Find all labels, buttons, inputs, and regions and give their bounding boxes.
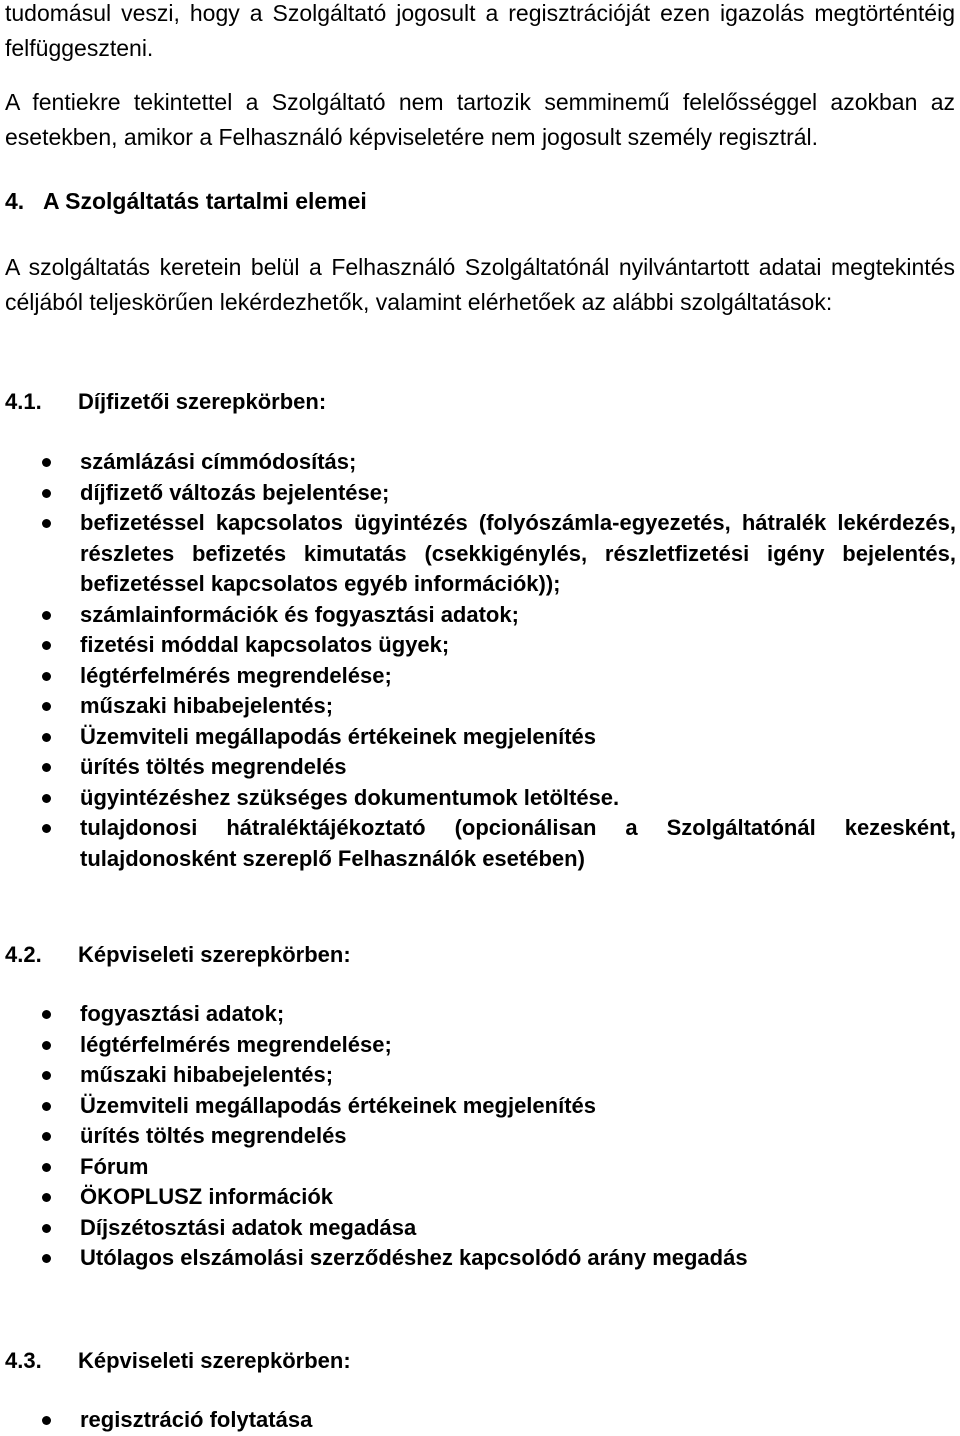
bullet-icon	[42, 1010, 51, 1019]
subsection-4-2-list	[0, 999, 960, 1274]
list-item: Üzemviteli megállapodás értékeinek megjelenítés	[0, 722, 960, 753]
list-item: regisztráció folytatása	[0, 1405, 960, 1436]
bullet-icon	[42, 1071, 51, 1080]
subsection-4-2-heading	[5, 940, 351, 970]
bullet-icon	[42, 1102, 51, 1111]
bullet-icon	[42, 794, 51, 803]
list-item: díjfizető változás bejelentése;	[0, 478, 960, 509]
subsection-title: Díjfizetői szerepkörben:	[78, 389, 327, 414]
subsection-title: Képviseleti szerepkörben:	[78, 1348, 351, 1373]
list-item: számlázási címmódosítás;	[0, 447, 960, 478]
list-item: műszaki hibabejelentés;	[0, 691, 960, 722]
list-item: Utólagos elszámolási szerződéshez kapcsolódó arány megadás	[0, 1243, 960, 1274]
subsection-number: 4.1.	[5, 389, 42, 414]
list-item: ügyintézéshez szükséges dokumentumok letöltése.	[0, 783, 960, 814]
subsection-4-3-heading	[5, 1346, 351, 1376]
bullet-icon	[42, 1254, 51, 1263]
list-item: Díjszétosztási adatok megadása	[0, 1213, 960, 1244]
bullet-icon	[42, 489, 51, 498]
bullet-icon	[42, 458, 51, 467]
list-item: fogyasztási adatok;	[0, 999, 960, 1030]
bullet-icon	[42, 641, 51, 650]
bullet-icon	[42, 733, 51, 742]
bullet-icon	[42, 611, 51, 620]
list-item: tulajdonosi hátraléktájékoztató (opcionálisan a Szolgáltatónál kezesként, tulajdonosként szereplő Felhasználók esetében)	[0, 813, 960, 874]
intro-paragraph-2: A fentiekre tekintettel a Szolgáltató nem tartozik semminemű felelősséggel azokban az esetekben, amikor a Felhasználó képviseletére nem jogosult személy regisztrál.	[5, 89, 955, 150]
subsection-4-1-heading	[5, 387, 326, 417]
section-4-body: A szolgáltatás keretein belül a Felhasználó Szolgáltatónál nyilvántartott adatai megtekintés céljából teljeskörűen lekérdezhetők, valamint elérhetőek az alábbi szolgáltatások:	[5, 254, 955, 315]
list-item: ürítés töltés megrendelés	[0, 1121, 960, 1152]
list-item: műszaki hibabejelentés;	[0, 1060, 960, 1091]
bullet-icon	[42, 824, 51, 833]
bullet-icon	[42, 672, 51, 681]
list-item: fizetési móddal kapcsolatos ügyek;	[0, 630, 960, 661]
list-item: légtérfelmérés megrendelése;	[0, 661, 960, 692]
section-4-heading	[5, 186, 367, 216]
bullet-icon	[42, 1163, 51, 1172]
list-item: Üzemviteli megállapodás értékeinek megjelenítés	[0, 1091, 960, 1122]
subsection-number: 4.2.	[5, 942, 42, 967]
intro-paragraph-1: tudomásul veszi, hogy a Szolgáltató jogosult a regisztrációját ezen igazolás megtörténtéig felfüggeszteni.	[5, 0, 955, 61]
section-number: 4.	[5, 188, 25, 214]
bullet-icon	[42, 1041, 51, 1050]
bullet-icon	[42, 519, 51, 528]
subsection-4-1-list	[0, 447, 960, 874]
list-item: Fórum	[0, 1152, 960, 1183]
bullet-icon	[42, 1416, 51, 1425]
bullet-icon	[42, 1224, 51, 1233]
list-item: ürítés töltés megrendelés	[0, 752, 960, 783]
subsection-4-3-list	[0, 1405, 960, 1436]
bullet-icon	[42, 1193, 51, 1202]
list-item: befizetéssel kapcsolatos ügyintézés (folyószámla-egyezetés, hátralék lekérdezés, részletes befizetés kimutatás (csekkigénylés, részletfizetési igény bejelentés, befizetéssel kapcsolatos egyéb információk));	[0, 508, 960, 600]
bullet-icon	[42, 702, 51, 711]
list-item: légtérfelmérés megrendelése;	[0, 1030, 960, 1061]
section-title: A Szolgáltatás tartalmi elemei	[43, 188, 367, 214]
list-item: számlainformációk és fogyasztási adatok;	[0, 600, 960, 631]
subsection-number: 4.3.	[5, 1348, 42, 1373]
bullet-icon	[42, 763, 51, 772]
subsection-title: Képviseleti szerepkörben:	[78, 942, 351, 967]
bullet-icon	[42, 1132, 51, 1141]
list-item: ÖKOPLUSZ információk	[0, 1182, 960, 1213]
